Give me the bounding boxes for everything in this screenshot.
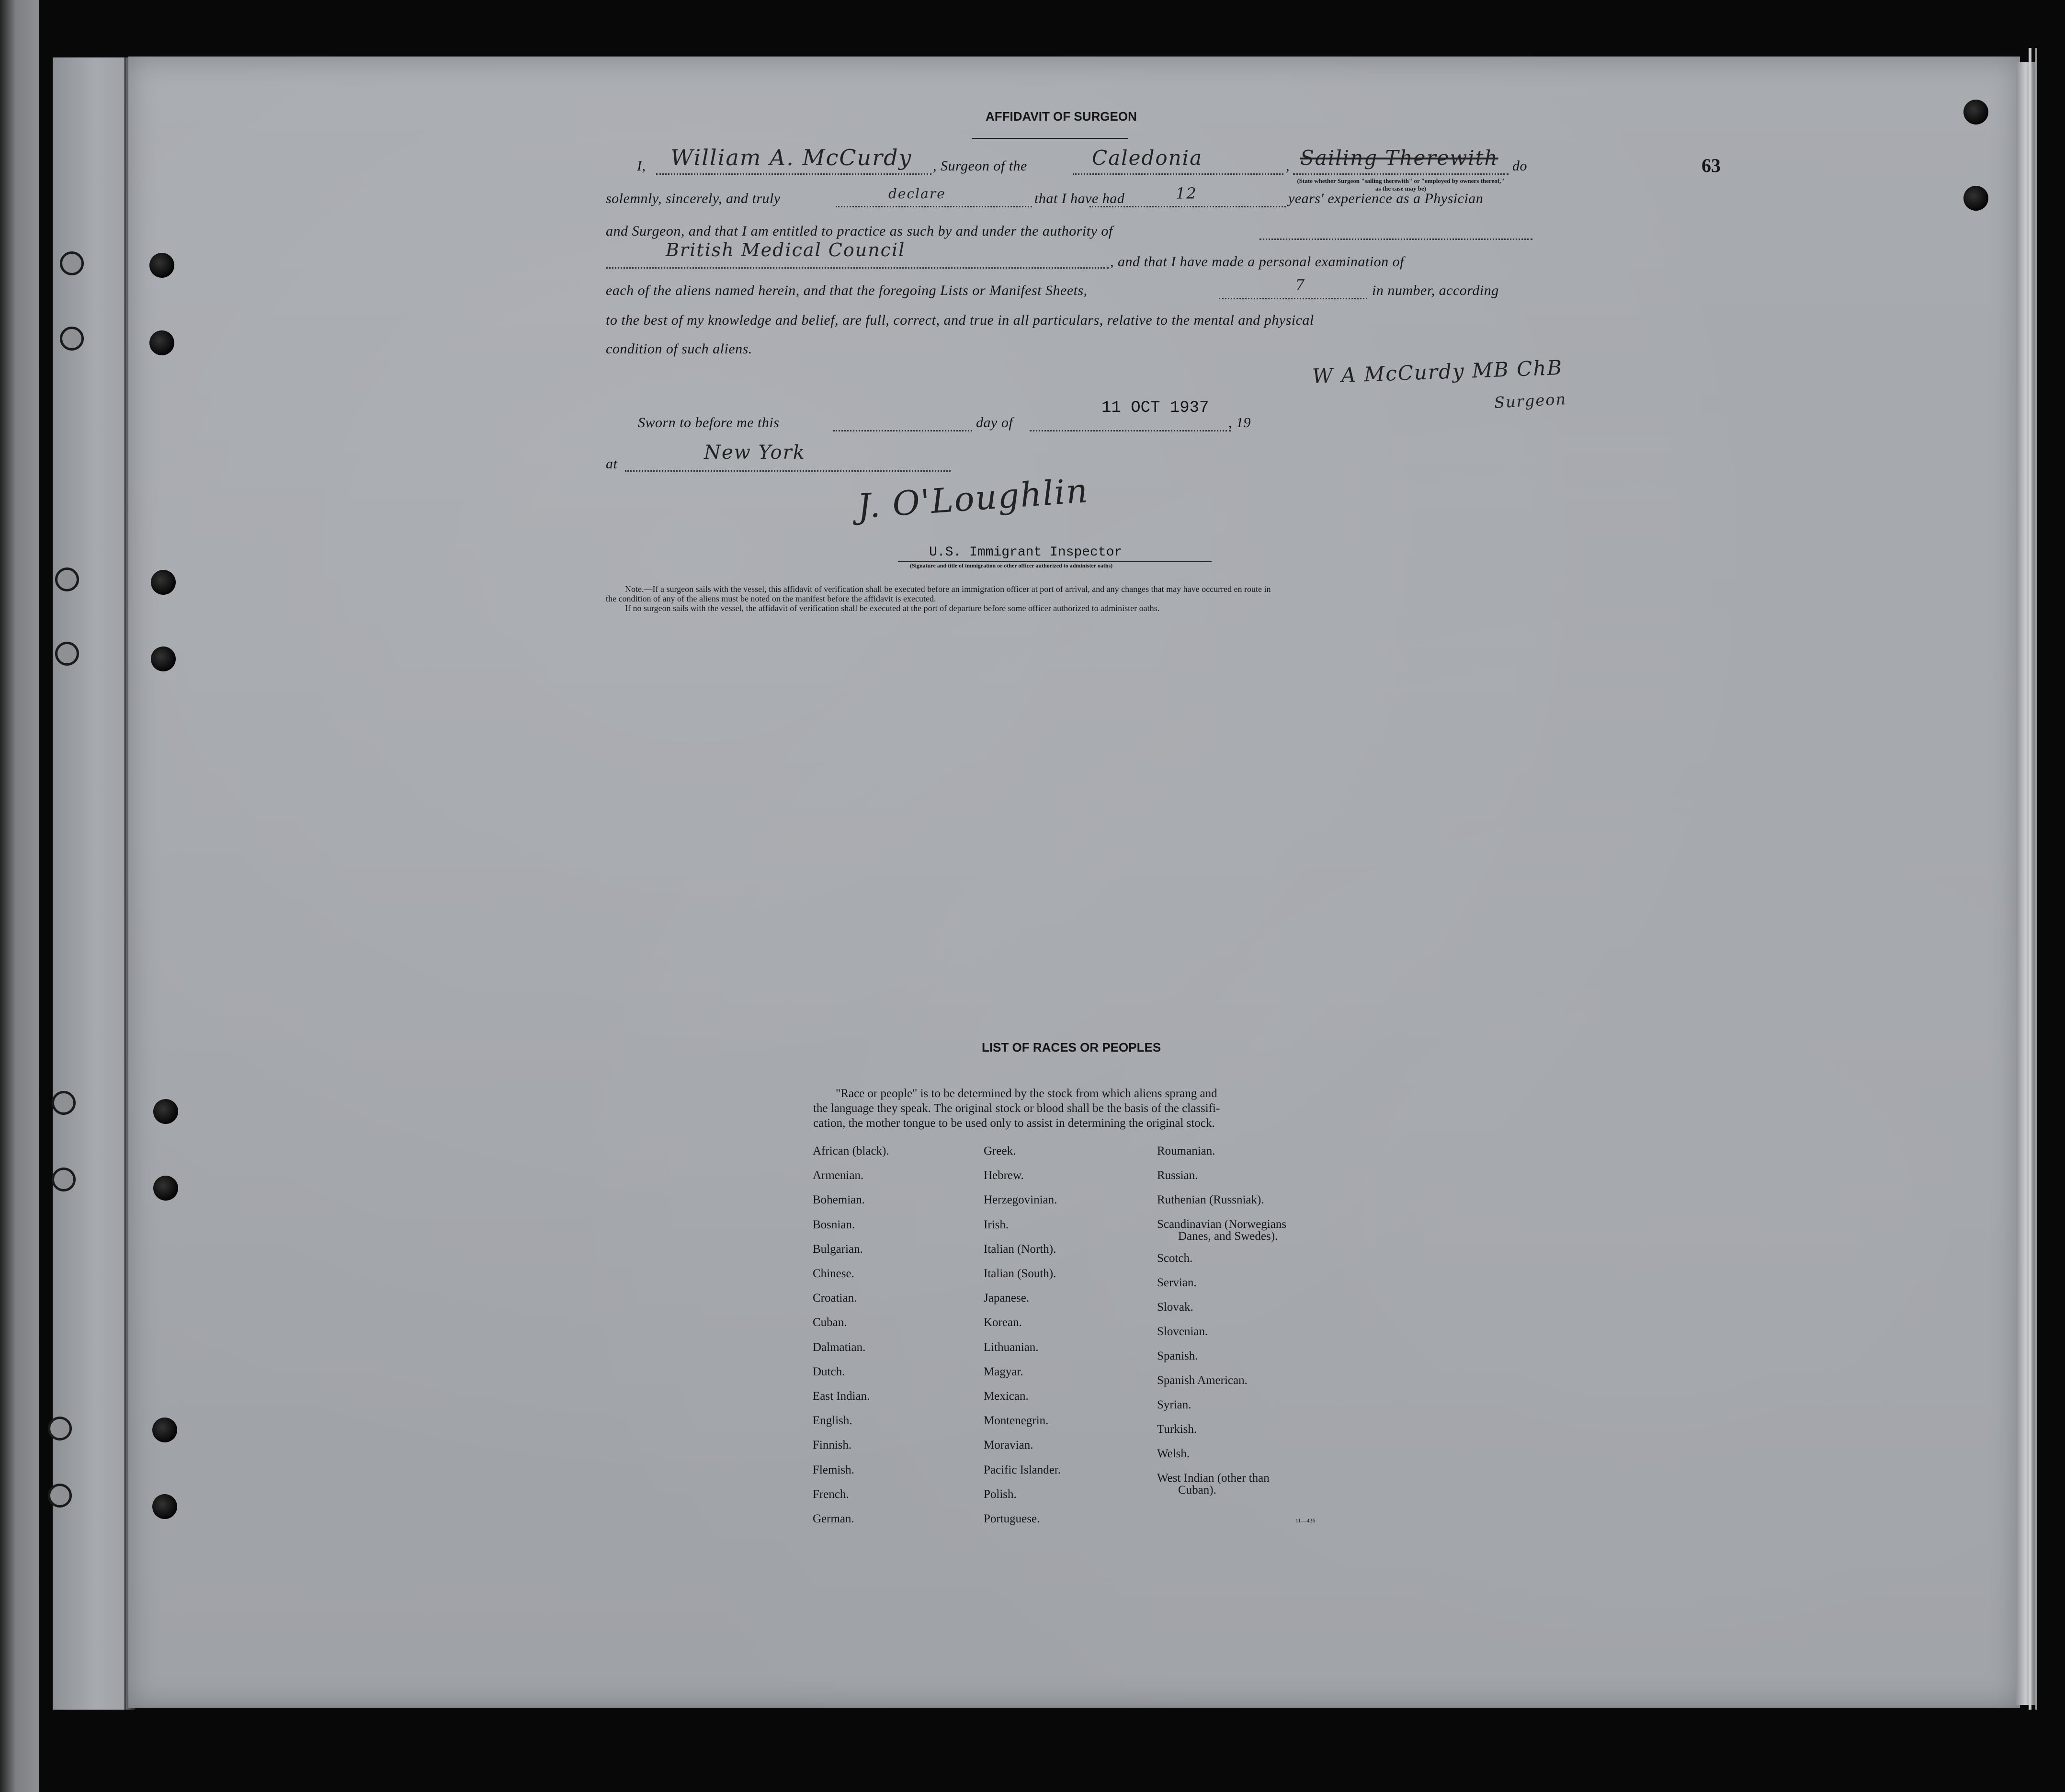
race-entry: Spanish American.: [1157, 1374, 1248, 1387]
binder-hole: [48, 1484, 72, 1508]
race-entry: Dalmatian.: [813, 1340, 866, 1354]
inspector-title: U.S. Immigrant Inspector: [929, 545, 1123, 560]
race-entry: Cuban.: [813, 1316, 847, 1329]
race-entry: Danes, and Swedes).: [1178, 1230, 1278, 1243]
years-handwritten: 12: [1176, 184, 1197, 203]
page-stack-line: [2029, 48, 2031, 1710]
surgeon-name-handwritten: William A. McCurdy: [670, 145, 912, 170]
race-entry: Croatian.: [813, 1292, 857, 1305]
race-entry: Montenegrin.: [984, 1414, 1049, 1428]
punch-hole: [149, 330, 174, 355]
race-entry: Bohemian.: [813, 1193, 865, 1207]
race-entry: Slovenian.: [1157, 1325, 1208, 1338]
race-entry: Syrian.: [1157, 1398, 1191, 1411]
binder-hole: [60, 327, 84, 351]
race-entry: Ruthenian (Russniak).: [1157, 1193, 1264, 1206]
binder-hole: [55, 642, 79, 666]
line2-mid: that I have had: [1034, 191, 1125, 206]
race-entry: Armenian.: [813, 1169, 864, 1182]
fill-line: [1030, 430, 1231, 431]
race-entry: Finnish.: [813, 1439, 852, 1452]
race-entry: Japanese.: [984, 1292, 1030, 1305]
adjacent-page-strip: [0, 0, 39, 1792]
race-entry: Turkish.: [1157, 1423, 1197, 1436]
race-entry: Polish.: [984, 1487, 1017, 1501]
date-stamp: 11 OCT 1937: [1101, 399, 1209, 417]
race-entry: Russian.: [1157, 1169, 1198, 1182]
race-entry: Italian (South).: [984, 1267, 1056, 1280]
binder-hole: [48, 1417, 72, 1440]
line2-end: years' experience as a Physician: [1288, 191, 1484, 206]
race-entry: Herzegovinian.: [984, 1193, 1057, 1207]
fill-line: [1073, 173, 1283, 175]
race-entry: Irish.: [984, 1218, 1009, 1231]
race-entry: Scandinavian (Norwegians: [1157, 1218, 1287, 1231]
race-entry: East Indian.: [813, 1390, 870, 1403]
punch-hole: [153, 1176, 178, 1201]
sworn-prefix: Sworn to before me this: [638, 415, 780, 431]
line1-prefix: I,: [637, 158, 646, 174]
race-entry: Lithuanian.: [984, 1340, 1039, 1354]
race-entry: Dutch.: [813, 1365, 845, 1378]
race-entry: Hebrew.: [984, 1169, 1024, 1182]
line3: and Surgeon, and that I am entitled to practice as such by and under the authority of: [606, 223, 1113, 239]
line5-prefix: each of the aliens named herein, and that the foregoing Lists or Manifest Sheets,: [606, 283, 1088, 298]
race-entry: Greek.: [984, 1145, 1016, 1157]
declare-handwritten: declare: [888, 186, 946, 202]
sworn-day-label: day of: [976, 415, 1013, 431]
race-entry: Spanish.: [1157, 1350, 1198, 1362]
race-entry: Flemish.: [813, 1463, 854, 1476]
manifest-page: [128, 57, 2020, 1708]
race-entry: Italian (North).: [984, 1242, 1056, 1256]
race-entry: Welsh.: [1157, 1447, 1190, 1460]
note-line3: If no surgeon sails with the vessel, the affidavit of verification shall be executed at the port of departure before some officer authorized to administer oaths.: [625, 603, 1160, 613]
punch-hole: [1963, 186, 1988, 211]
race-entry: English.: [813, 1414, 852, 1428]
binder-hole: [60, 251, 84, 275]
place-handwritten: New York: [704, 442, 806, 464]
inspector-caption: (Signature and title of immigration or other officer authorized to administer oaths): [910, 562, 1113, 569]
punch-hole: [152, 1494, 177, 1519]
fill-line: [606, 267, 1109, 269]
race-entry: Chinese.: [813, 1267, 854, 1280]
line1-mid: , Surgeon of the: [933, 158, 1027, 174]
page-stack-line: [2035, 48, 2037, 1710]
race-entry: African (black).: [813, 1145, 889, 1157]
line2-prefix: solemnly, sincerely, and truly: [606, 191, 781, 206]
punch-hole: [151, 646, 176, 671]
fill-line: [1089, 206, 1286, 207]
races-intro-line1: "Race or people" is to be determined by the stock from which aliens sprang and: [836, 1087, 1217, 1100]
surgeon-signature: W A McCurdy MB ChB: [1312, 355, 1563, 388]
note-line2: the condition of any of the aliens must be noted on the manifest before the affidavit is executed.: [606, 594, 936, 603]
title-underline: [972, 138, 1128, 139]
surgeon-title-handwritten: Surgeon: [1494, 390, 1567, 412]
at-label: at: [606, 456, 618, 472]
race-entry: Bulgarian.: [813, 1242, 863, 1256]
fill-line: [1293, 173, 1509, 175]
page-number: 63: [1702, 155, 1721, 176]
fill-line: [836, 206, 1032, 207]
fill-line: [833, 430, 972, 431]
page-stack-edge: [2016, 62, 2035, 1705]
line5-end: in number, according: [1372, 283, 1499, 298]
punch-hole: [149, 253, 174, 278]
race-entry: Slovak.: [1157, 1301, 1193, 1314]
note-line1: Note.—If a surgeon sails with the vessel, this affidavit of verification shall be executed before an immigration officer at port of arrival, and any changes that may have occurred en route in: [625, 584, 1271, 594]
races-intro-line3: cation, the mother tongue to be used only to assist in determining the original stock.: [813, 1117, 1215, 1130]
fill-line: [656, 173, 931, 175]
races-intro-line2: the language they speak. The original stock or blood shall be the basis of the classifi-: [813, 1102, 1220, 1115]
sworn-year: , 19: [1228, 415, 1251, 431]
race-entry: Cuban).: [1178, 1484, 1216, 1497]
binder-hole: [52, 1168, 76, 1191]
race-entry: French.: [813, 1487, 849, 1501]
race-entry: Korean.: [984, 1316, 1022, 1329]
fill-line: [625, 470, 951, 472]
punch-hole: [153, 1099, 178, 1124]
race-entry: German.: [813, 1512, 854, 1525]
line6: to the best of my knowledge and belief, are full, correct, and true in all particulars, relative to the mental and physical: [606, 312, 1314, 328]
binder-hole: [55, 567, 79, 591]
sheets-handwritten: 7: [1295, 277, 1306, 294]
punch-hole: [151, 570, 176, 595]
race-entry: Moravian.: [984, 1439, 1033, 1452]
punch-hole: [152, 1418, 177, 1442]
form-code: 11—436: [1295, 1517, 1316, 1524]
vessel-name-handwritten: Caledonia: [1092, 146, 1203, 170]
race-entry: Servian.: [1157, 1276, 1197, 1289]
inspector-signature: J. O'Loughlin: [856, 471, 1090, 526]
race-entry: Bosnian.: [813, 1218, 855, 1231]
races-title: LIST OF RACES OR PEOPLES: [982, 1040, 1161, 1055]
sailing-status-handwritten: Sailing Therewith: [1300, 146, 1498, 170]
line7: condition of such aliens.: [606, 341, 752, 357]
fill-line: [1219, 298, 1367, 299]
race-entry: Roumanian.: [1157, 1145, 1215, 1157]
affidavit-title: AFFIDAVIT OF SURGEON: [986, 109, 1137, 124]
line4-end: , and that I have made a personal examination of: [1110, 254, 1404, 270]
binder-hole: [52, 1091, 76, 1115]
previous-page-edge: [53, 57, 125, 1710]
authority-handwritten: British Medical Council: [666, 239, 906, 261]
race-entry: Pacific Islander.: [984, 1463, 1061, 1476]
race-entry: Portuguese.: [984, 1512, 1040, 1525]
line1-end: do: [1512, 158, 1527, 174]
race-entry: Scotch.: [1157, 1252, 1193, 1265]
fill-line: [1259, 238, 1532, 240]
race-entry: Magyar.: [984, 1365, 1023, 1378]
race-entry: West Indian (other than: [1157, 1472, 1270, 1485]
sailing-note: (State whether Surgeon "sailing therewith" or "employed by owners thereof," as the case may be): [1297, 177, 1505, 192]
race-entry: Mexican.: [984, 1390, 1029, 1403]
punch-hole: [1963, 100, 1988, 125]
